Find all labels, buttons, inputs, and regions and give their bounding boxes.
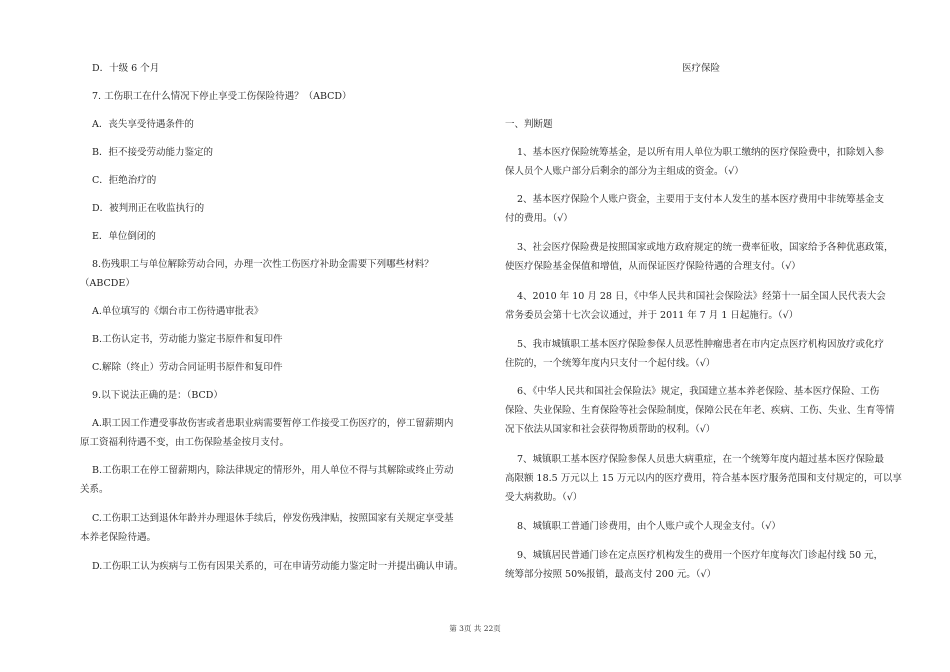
statement-line-cont: 保险、失业保险、生育保险等社会保险制度，保障公民在年老、疾病、工伤、失业、生育等情 xyxy=(505,405,895,416)
section-title: 医疗保险 xyxy=(681,63,720,74)
option-line: E．单位倒闭的 xyxy=(92,231,156,242)
option-line: D．被判刑正在收监执行的 xyxy=(92,203,205,214)
statement-line: 3、社会医疗保险费是按照国家或地方政府规定的统一费率征收，国家给予各种优惠政策， xyxy=(517,242,894,253)
option-line-cont: 原工资福利待遇不变，由工伤保险基金按月支付。 xyxy=(80,437,290,448)
statement-line-cont: 付的费用。（√） xyxy=(505,213,573,224)
statement-line: 8、城镇职工普通门诊费用，由个人账户或个人现金支付。（√） xyxy=(517,521,781,532)
question-8: 8.伤残职工与单位解除劳动合同，办理一次性工伤医疗补助金需要下列哪些材料？ xyxy=(92,259,434,270)
option-line: A.单位填写的《烟台市工伤待遇审批表》 xyxy=(92,306,264,317)
question-9: 9.以下说法正确的是：（BCD） xyxy=(92,390,223,401)
statement-line-cont: 高限额 18.5 万元以上 15 万元以内的医疗费用，符合基本医疗服务范围和支付规定的，可以享 xyxy=(505,473,902,484)
statement-line-cont: 受大病救助。（√） xyxy=(505,492,583,503)
question-8-answer: （ABCDE） xyxy=(80,278,135,289)
option-line: D.工伤职工认为疾病与工伤有因果关系的，可在申请劳动能力鉴定时一并提出确认申请。 xyxy=(92,561,464,572)
statement-line-cont: 保人员个人账户部分后剩余的部分为主组成的资金。（√） xyxy=(505,166,744,177)
statement-line: 4、2010 年 10 月 28 日，《中华人民共和国社会保险法》经第十一届全国人民代表大会 xyxy=(517,291,886,302)
statement-line: 6、《中华人民共和国社会保险法》规定，我国建立基本养老保险、基本医疗保险、工伤 xyxy=(517,386,880,397)
option-line: C.解除（终止）劳动合同证明书原件和复印件 xyxy=(92,362,283,373)
option-line: A．丧失享受待遇条件的 xyxy=(92,119,194,130)
option-line-cont: 本养老保险待遇。 xyxy=(80,532,157,543)
question-7: 7. 工伤职工在什么情况下停止享受工伤保险待遇？（ABCD） xyxy=(92,91,352,102)
statement-line: 2、基本医疗保险个人账户资金，主要用于支付本人发生的基本医疗费用中非统筹基金支 xyxy=(517,194,885,205)
statement-line: 7、城镇职工基本医疗保险参保人员患大病重症，在一个统筹年度内超过基本医疗保险最 xyxy=(517,454,885,465)
statement-line: 5、我市城镇职工基本医疗保险参保人员恶性肿瘤患者在市内定点医疗机构因放疗或化疗 xyxy=(517,339,885,350)
option-line: A.职工因工作遭受事故伤害或者患职业病需要暂停工作接受工伤医疗的，停工留薪期内 xyxy=(92,418,454,429)
option-line-cont: 关系。 xyxy=(80,484,109,495)
section-heading: 一、判断题 xyxy=(505,119,553,130)
statement-line-cont: 况下依法从国家和社会获得物质帮助的权利。（√） xyxy=(505,424,716,435)
option-line: B．拒不接受劳动能力鉴定的 xyxy=(92,147,213,158)
statement-line: 9、城镇居民普通门诊在定点医疗机构发生的费用一个医疗年度每次门诊起付线 50 元， xyxy=(517,550,884,561)
option-line: C.工伤职工达到退休年龄并办理退休手续后，停发伤残津贴，按照国家有关规定享受基 xyxy=(92,513,454,524)
statement-line-cont: 常务委员会第十七次会议通过，并于 2011 年 7 月 1 日起施行。（√） xyxy=(505,310,799,321)
option-line: B.工伤认定书，劳动能力鉴定书原件和复印件 xyxy=(92,334,283,345)
statement-line-cont: 使医疗保险基金保值和增值，从而保证医疗保险待遇的合理支付。（√） xyxy=(505,261,801,272)
statement-line-cont: 住院的，一个统筹年度内只支付一个起付线。（√） xyxy=(505,358,716,369)
statement-line: 1、基本医疗保险统筹基金，是以所有用人单位为职工缴纳的医疗保险费中，扣除划入参 xyxy=(517,147,885,158)
option-line: C．拒绝治疗的 xyxy=(92,175,157,186)
statement-line-cont: 统筹部分按照 50%报销，最高支付 200 元。（√） xyxy=(505,569,717,580)
option-line: B.工伤职工在停工留薪期内，除法律规定的情形外，用人单位不得与其解除或终止劳动 xyxy=(92,465,454,476)
page-footer: 第 3页 共 22页 xyxy=(449,624,501,633)
option-line: D．十级 6 个月 xyxy=(92,63,160,74)
